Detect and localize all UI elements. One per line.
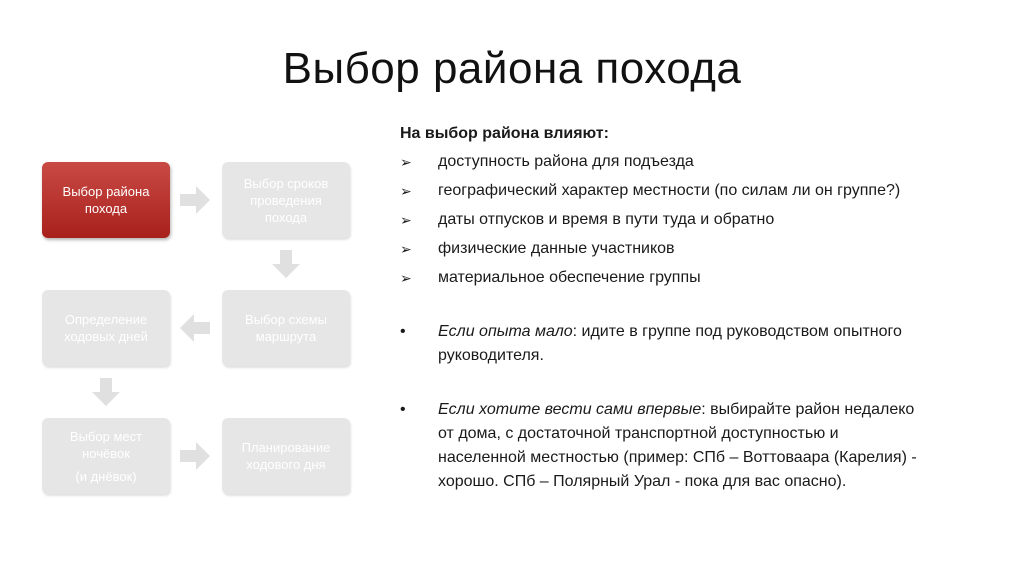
- step-label: Планирование ходового дня: [241, 440, 331, 472]
- factor-text: материальное обеспечение группы: [438, 269, 701, 286]
- tip-lead: Если опыта мало: [438, 323, 573, 340]
- step-label: Выбор мест ночёвок: [69, 428, 143, 461]
- content-text: [400, 122, 920, 494]
- arrow-left-icon: [180, 314, 210, 342]
- step-label: Определение ходовых дней: [64, 312, 148, 344]
- step-box-route: [222, 290, 350, 366]
- factor-item: [400, 237, 920, 261]
- tip-lead: Если хотите вести сами впервые: [438, 401, 702, 418]
- step-box-day-plan: [222, 418, 350, 494]
- factor-text: географический характер местности (по силам ли он группе?): [438, 182, 901, 199]
- step-box-camps: [42, 418, 170, 494]
- tip-rest: : выбирайте район недалеко от дома, с достаточной транспортной доступностью и населенной местностью (пример: СПб – Воттоваара (Карелия) - хорошо. СПб – Полярный Урал - пока для вас опасно).: [438, 401, 917, 490]
- arrow-bullet-icon: ➢: [400, 212, 412, 228]
- factors-heading: На выбор района влияют:: [400, 125, 609, 142]
- arrow-down-icon: [92, 378, 120, 406]
- tip-item: [400, 320, 920, 368]
- step-label: Выбор сроков проведения похода: [243, 175, 329, 225]
- arrow-bullet-icon: ➢: [400, 183, 412, 199]
- factor-item: [400, 179, 920, 203]
- tip-text: [438, 320, 908, 368]
- tip-text: [438, 398, 918, 494]
- factor-text: даты отпусков и время в пути туда и обратно: [438, 211, 775, 228]
- factor-item: [400, 150, 920, 174]
- arrow-bullet-icon: ➢: [400, 241, 412, 257]
- arrow-right-icon: [180, 186, 210, 214]
- bullet-icon: •: [400, 323, 406, 340]
- slide-title: Выбор района похода: [282, 44, 742, 93]
- factor-item: [400, 208, 920, 232]
- step-sublabel: (и днёвок): [75, 468, 137, 484]
- step-label: Выбор схемы маршрута: [245, 312, 327, 344]
- step-label: Выбор района похода: [62, 184, 150, 216]
- step-box-district: [42, 162, 170, 238]
- bullet-icon: •: [400, 401, 406, 418]
- step-box-dates: [222, 162, 350, 238]
- arrow-right-icon: [180, 442, 210, 470]
- factor-item: [400, 266, 920, 290]
- arrow-bullet-icon: ➢: [400, 154, 412, 170]
- tip-item: [400, 398, 920, 494]
- factor-text: доступность района для подъезда: [438, 153, 694, 170]
- tip-rest: : идите в группе под руководством опытного руководителя.: [438, 323, 902, 364]
- factor-text: физические данные участников: [438, 240, 675, 257]
- step-box-days: [42, 290, 170, 366]
- arrow-bullet-icon: ➢: [400, 270, 412, 286]
- arrow-down-icon: [272, 250, 300, 278]
